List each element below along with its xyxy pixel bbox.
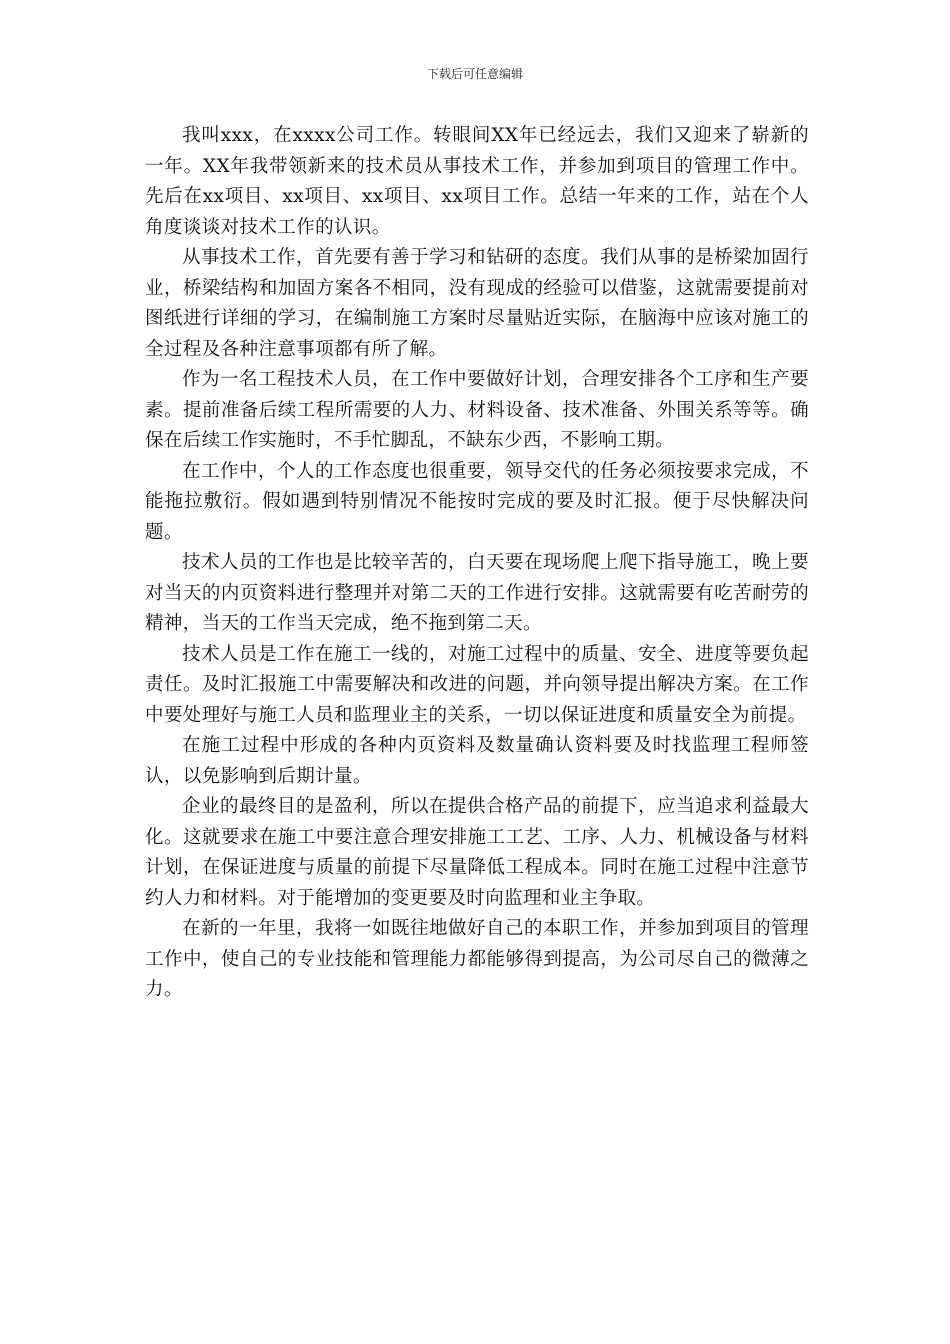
paragraph-1: 我叫xxx，在xxxx公司工作。转眼间XX年已经远去，我们又迎来了崭新的一年。XX年我带领新来的技术员从事技术工作，并参加到项目的管理工作中。先后在xx项目、xx项目、xx项目、xx项目工作。总结一年来的工作，站在个人角度谈谈对技术工作的认识。 [145,125,809,238]
paragraph-5: 技术人员的工作也是比较辛苦的，白天要在现场爬上爬下指导施工，晚上要对当天的内页资料进行整理并对第二天的工作进行安排。这就需要有吃苦耐劳的精神，当天的工作当天完成，绝不拖到第二天。 [145,552,809,634]
paragraph-2: 从事技术工作，首先要有善于学习和钻研的态度。我们从事的是桥梁加固行业，桥梁结构和加固方案各不相同，没有现成的经验可以借鉴，这就需要提前对图纸进行详细的学习，在编制施工方案时尽量贴近实际，在脑海中应该对施工的全过程及各种注意事项都有所了解。 [145,247,809,360]
document-body [145,121,809,1006]
paragraph-4: 在工作中，个人的工作态度也很重要，领导交代的任务必须按要求完成，不能拖拉敷衍。假如遇到特别情况不能按时完成的要及时汇报。便于尽快解决问题。 [145,460,809,543]
paragraph-8: 企业的最终目的是盈利，所以在提供合格产品的前提下，应当追求利益最大化。这就要求在施工中要注意合理安排施工工艺、工序、人力、机械设备与材料计划，在保证进度与质量的前提下尽量降低工程成本。同时在施工过程中注意节约人力和材料。对于能增加的变更要及时向监理和业主争取。 [145,796,809,909]
paragraph-6: 技术人员是工作在施工一线的，对施工过程中的质量、安全、进度等要负起责任。及时汇报施工中需要解决和改进的问题，并向领导提出解决方案。在工作中要处理好与施工人员和监理业主的关系，一切以保证进度和质量安全为前提。 [145,643,809,726]
page-header: 下载后可任意编辑 [426,67,523,81]
paragraph-3: 作为一名工程技术人员，在工作中要做好计划，合理安排各个工序和生产要素。提前准备后续工程所需要的人力、材料设备、技术准备、外围关系等等。确保在后续工作实施时，不手忙脚乱，不缺东少西，不影响工期。 [145,369,809,451]
paragraph-9: 在新的一年里，我将一如既往地做好自己的本职工作，并参加到项目的管理工作中，使自己的专业技能和管理能力都能够得到提高，为公司尽自己的微薄之力。 [145,918,809,1000]
paragraph-7: 在施工过程中形成的各种内页资料及数量确认资料要及时找监理工程师签认，以免影响到后期计量。 [145,735,809,787]
